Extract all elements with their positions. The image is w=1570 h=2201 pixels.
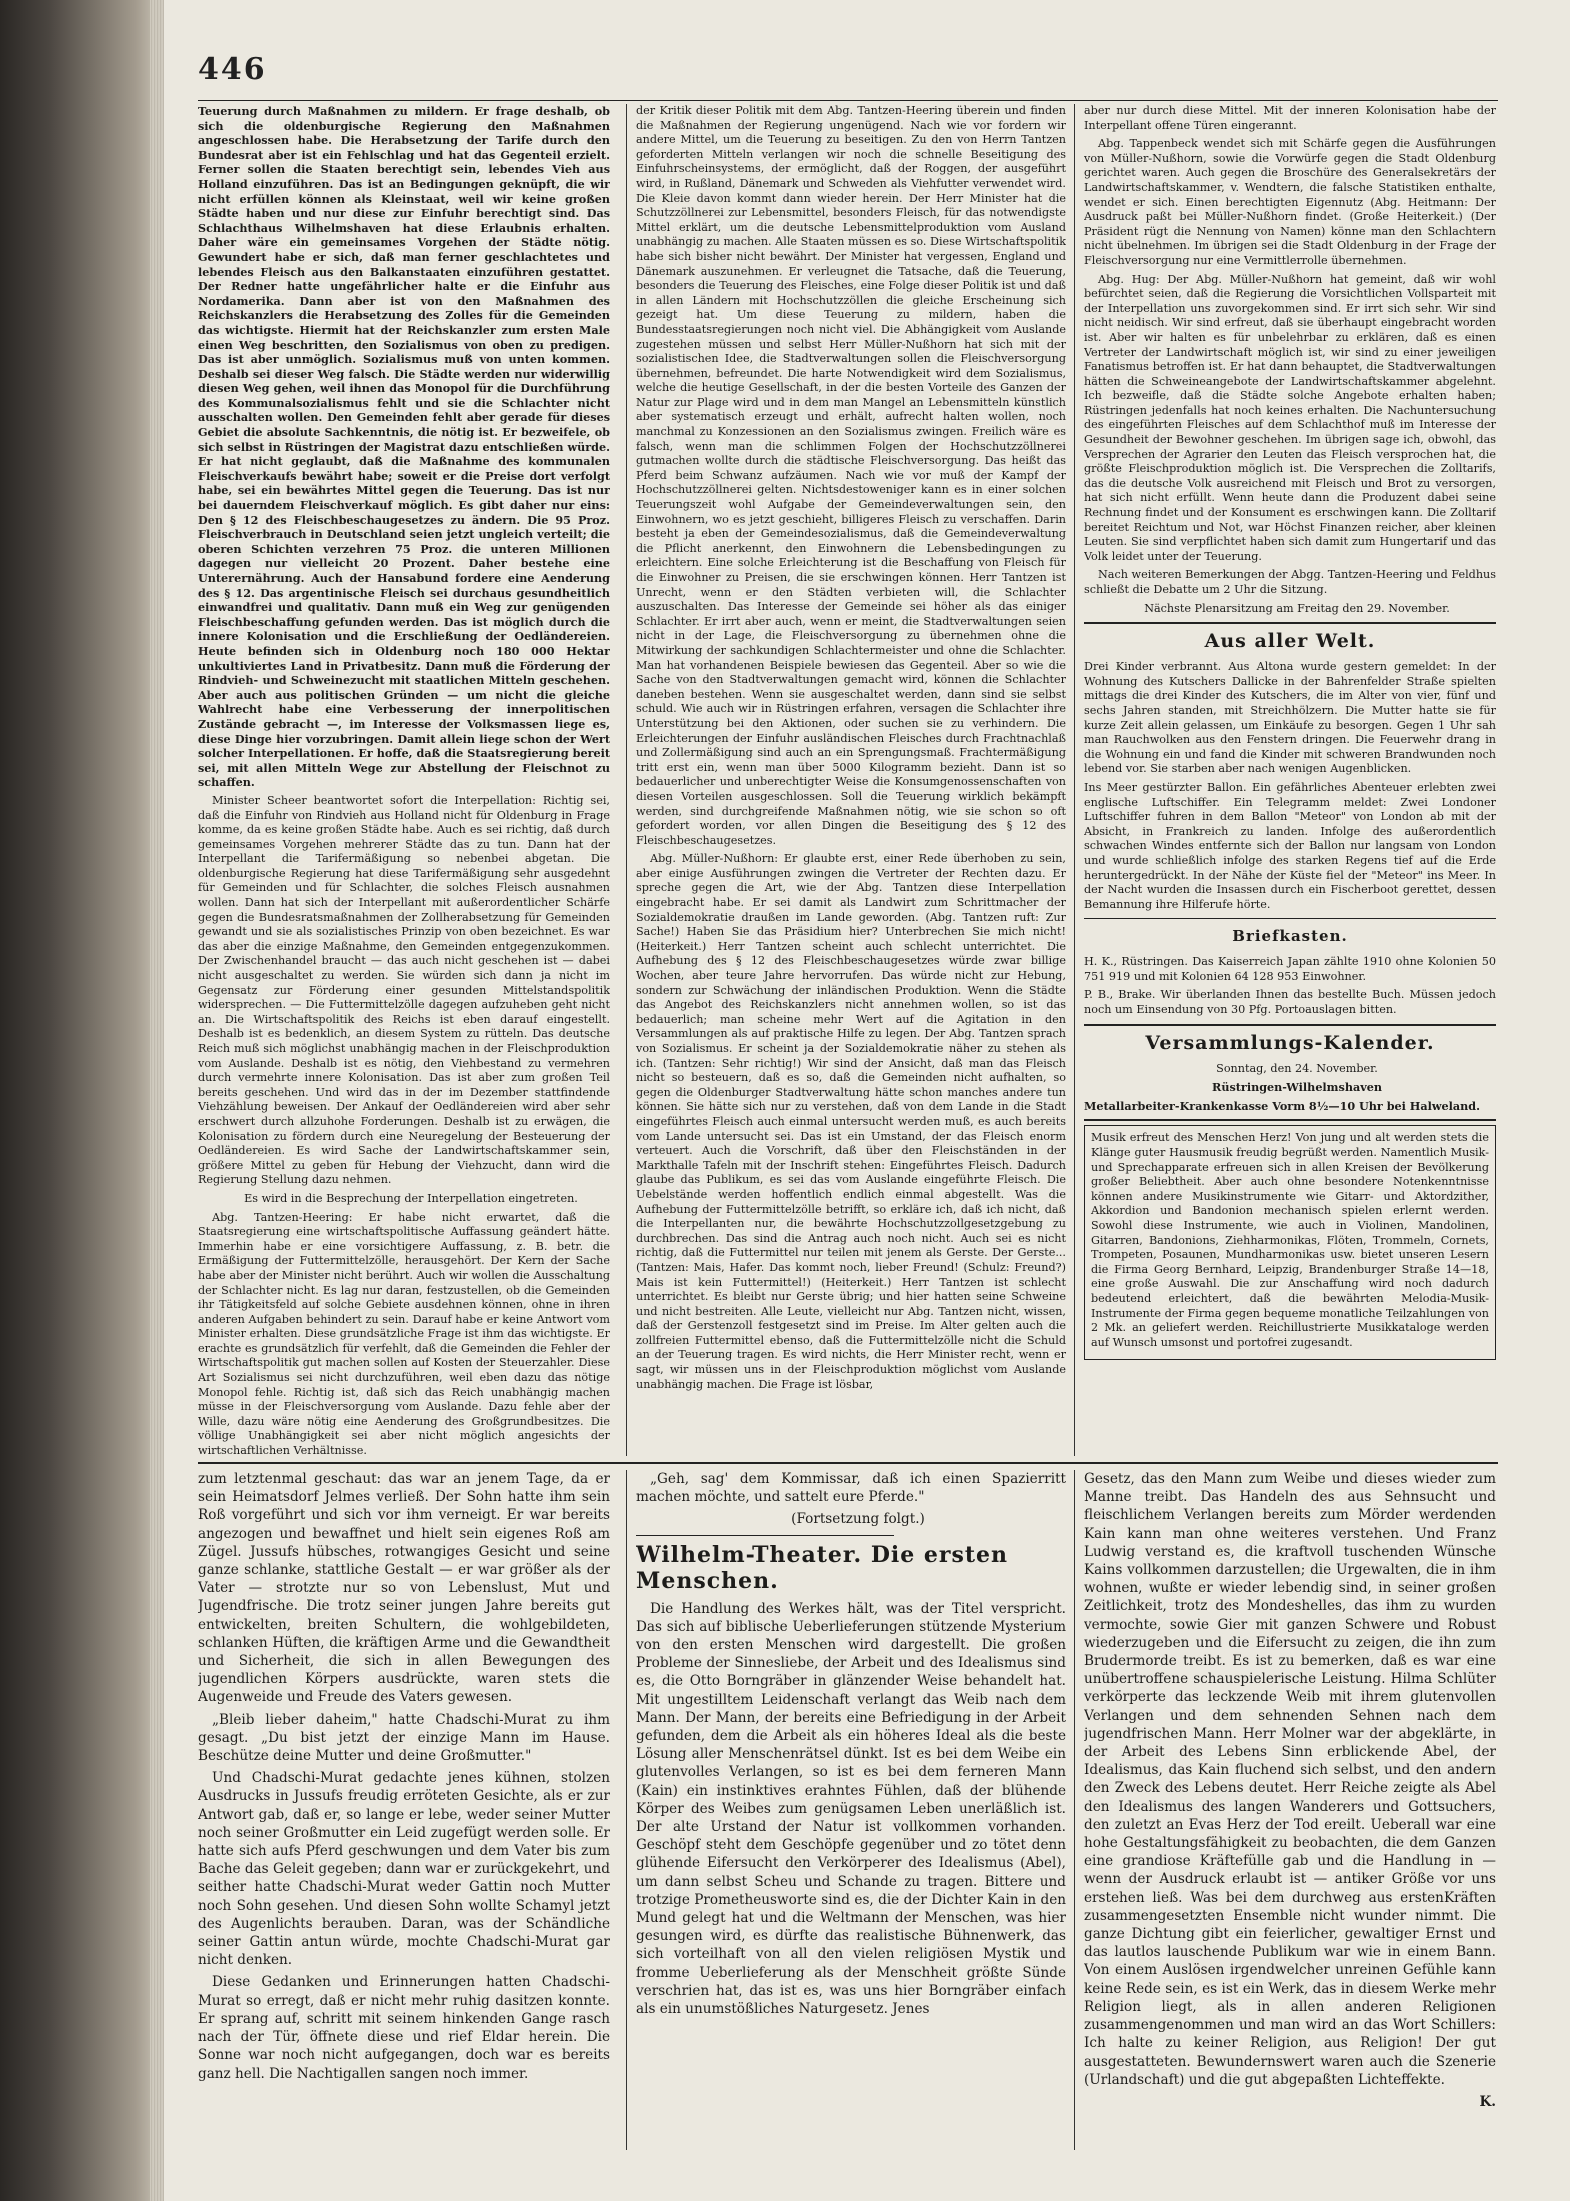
serial-paragraph: zum letztenmal geschaut: das war an jenem Tage, da er sein Heimatsdorf Jelmes verließ. Der Sohn hatte ihm sein Roß vorgeführt und sich vor ihm verneigt. Er war bereits angezogen und bewaffnet und hielt sein eigenes Roß am Zügel. Jussufs hübsches, rotwangiges Gesicht und seine ganze schlanke, stattliche Gestalt — er war größer als der Vater — strotzte nur so von Lebenslust, Mut und Jugendfrische. Die trotz seiner jungen Jahre bereits gut entwickelten, breiten Schultern, die wohlgebildeten, schlanken Hüften, die kräftigen Arme und die Gewandtheit und Sicherheit, die sich in allen Bewegungen des jugendlichen Körpers ausdrückte, waren stets die Augenweide und Freude des Vaters gewesen. xyxy=(198,1471,610,1706)
review-paragraph: Gesetz, das den Mann zum Weibe und dieses wieder zum Manne treibt. Das Handeln des aus Sehnsucht und fleischlichem Verlangen bereits zum Mörder werdenden Kain kann man ohne weiteres verstehen. Und Franz Ludwig verstand es, die kraftvoll tuschenden Wünsche Kains vollkommen darzustellen; die Urgewalten, die in ihm wohnen, wußte er wieder lebendig sind, in seiner großen Zeitlichkeit, trotz des Mondeshelles, das ihm zu wurden vermochte, sowie Gier mit ganzen Schwere und Robust wiederzugeben und die Eifersucht zu zeigen, die ihn zum Brudermorde treibt. Es ist zu bemerken, daß es war eine unübertroffene schauspielerische Leistung. Hilma Schlüter verkörperte das leckzende Weib mit ihrem glutenvollen Verlangen und dem sehnenden Sehnen nach dem jugendfrischen Mann. Herr Molner war der abgeklärte, in der Arbeit des Lebens Sinn erblickende Abel, der Idealismus, das Kain fluchend sich selbst, und den andern den Zweck des Lebens deutet. Herr Reiche zeigte als Abel den Idealismus des langen Wanderers und Gottsuchers, den zuletzt an Evas Herz der Tod ereilt. Ueberall war eine hohe Gestaltungsfähigkeit zu beobachten, die dem Ganzen eine grandiose Kräftefülle gab und die Handlung in — wenn der Ausdruck erlaubt ist — antiker Größe vor uns erstehen ließ. Was bei dem durchweg aus erstenKräften zusammengesetzten Ensemble nicht wunder nimmt. Die ganze Dichtung gibt ein feierlicher, gewaltiger Ernst und das lautlos lauschende Publikum war wie in einem Bann. Von einem Auslösen irgendwelcher unreinen Gefühle kann keine Rede sein, es ist ein Werk, das in diesem Werke mehr Religion liegt, als in allen anderen Religionen zusammengenommen und man wird an das Wort Schillers: Ich halte zu keiner Religion, aus Religion! Der gut ausgestatteten. Bewundernswert waren auch die Szenerie (Urlandschaft) und die gut abgepaßten Lichteffekte. xyxy=(1084,1471,1496,2088)
review-signature: K. xyxy=(1479,2093,1496,2110)
section-rule xyxy=(1084,918,1496,919)
serial-column xyxy=(198,1470,610,2150)
news-item: Ins Meer gestürzter Ballon. Ein gefährliches Abenteuer erlebten zwei englische Luftschiffer. Ein Telegramm meldet: Zwei Londoner Luftschiffer fuhren in dem Ballon "Meteor" von London ab mit der Absicht, in Frankreich zu landen. Infolge des außerordentlich schwachen Windes entfernte sich der Ballon nur langsam von London und wurde schließlich infolge des starken Regens tief auf die Erde heruntergedrückt. In der Nähe der Küste fiel der "Meteor" ins Meer. In der Nacht wurden die Insassen durch ein Fischerboot gerettet, dessen Bemannung ihre Hilferufe hörte. xyxy=(1084,780,1496,911)
kalender-place: Rüstringen-Wilhelmshaven xyxy=(1212,1080,1382,1095)
aus-aller-welt-heading: Aus aller Welt. xyxy=(1204,630,1376,653)
col2-paragraph: der Kritik dieser Politik mit dem Abg. Tantzen-Heering überein und finden die Maßnahmen der Regierung ungenügend. Nach wie vor fordern wir andere Mittel, um die Teuerung zu beseitigen. Zu den von Herrn Tantzen geforderten Mitteln verlangen wir noch die schnelle Beseitigung des Einfuhrscheinsystems, der ermöglicht, daß der Roggen, der ausgeführt wird, in Rußland, Dänemark und Schweden als Viehfutter verwendet wird. Die Kleie davon kommt dann wieder herein. Der Herr Minister hat die Schutzzöllnerei zur Lebensmittel, besonders Fleisch, für das notwendigste Mittel erklärt, um die deutsche Lebensmittelproduktion vom Ausland unabhängig zu machen. Alle Staaten müssen es so. Diese Wirtschaftspolitik habe sich bisher nicht bewährt. Der Minister hat vergessen, England und Dänemark auszunehmen. Er verleugnet die Tatsache, daß die Teuerung, besonders die Teuerung des Fleisches, eine Folge dieser Politik ist und daß in allen Ländern mit Hochschutzzöllen die gleiche Erscheinung sich gezeigt hat. Um diese Teuerung zu mildern, haben die Bundesstaatsregierungen noch nicht viel. Die Abhängigkeit vom Auslande zugestehen müssen und selbst Herr Müller-Nußhorn hat sich mit der sozialistischen Idee, die Stadtverwaltungen sollen die Fleischversorgung übernehmen, befreundet. Die harte Notwendigkeit wird dem Sozialismus, welche die heutige Gesellschaft, in der die besten Vorteile des Ganzen der Natur zur Plage wird und in dem man Mangel an Lebensmitteln künstlich aber systematisch erzeugt und erhält, aufrecht halten wollen, noch manchmal zu Konzessionen an den Sozialismus zwingen. Freilich wäre es falsch, wenn man die schlimmen Folgen der Hochschutzzöllnerei gutmachen wollte durch die städtische Fleischversorgung. Das heißt das Pferd beim Schwanz aufzäumen. Nach wie vor muß der Kampf der Hochschutzzöllnerei gelten. Nichtsdestoweniger kann es in einer solchen Teuerungszeit wohl Aufgabe der Gemeindeverwaltungen sein, den Einwohnern, wo es jetzt geschieht, billigeres Fleisch zu verschaffen. Darin besteht ja eben der Gemeindesozialismus, daß die Gemeindeverwaltung die Pflicht anerkennt, den Einwohnern die Lebensbedingungen zu erleichtern. Eine solche Erleichterung ist die Beschaffung von Fleisch für die Einwohner zu Preisen, die sie erschwingen können. Herr Tantzen ist Unrecht, wenn er den Städten verbieten will, die Schlachter auszuschalten. Das Interesse der Gemeinde sei höher als das einiger Schlachter. Er irrt aber auch, wenn er meint, die Stadtverwaltungen seien nicht in der Lage, die Fleischversorgung zu übernehmen ohne die Mitwirkung der sachkundigen Schlachtermeister und ohne die Schlachter. Man hat vorhandenen Beispiele bewiesen das Gegenteil. Aber so wie die Sache von den Stadtverwaltungen gemacht wird, können die Schlachter daneben bestehen. Wenn sie ausgeschaltet werden, dann sind sie selbst schuld. Wie auch wir in Rüstringen erfahren, versagen die Schlachter ihre Unterstützung bei den Aktionen, oder suchen sie zu verhindern. Die Erleichterungen der Einfuhr ausländischen Fleisches durch Frachtnachlaß und Zollermäßigung sind auch an ein Sprengungsmaß. Frachtermäßigung tritt erst ein, wenn man über 5000 Kilogramm bezieht. Dann ist so bedauerlicher und unberechtigter Weise die Konsumgenossenschaften von diesen Vorteilen ausgeschlossen. Soll die Teuerung wirklich bekämpft werden, sind durchgreifende Maßnahmen nötig, wie sie schon so oft gefordert worden, vor allen Dingen die Beseitigung des § 12 des Fleischbeschaugesetzes. xyxy=(636,104,1066,847)
column-divider xyxy=(626,1470,627,2150)
musik-ad-text: Musik erfreut des Menschen Herz! Von jung und alt werden stets die Klänge guter Hausmusik freudig begrüßt werden. Namentlich Musik- und Sprechapparate erfreuen sich in allen Kreisen der Bevölkerung großer Beliebtheit. Aber auch ohne besondere Notenkenntnisse können andere Musikinstrumente wie Gitarr- und Aktordzither, Akkordion und Bandonion mechanisch spielen erlernt werden. Sowohl diese Instrumente, wie auch in Violinen, Mandolinen, Gitarren, Bandonions, Ziehharmonikas, Flöten, Trommeln, Cornets, Trompeten, Posaunen, Mundharmonikas usw. bietet unseren Lesern die Firma Georg Bernhard, Leipzig, Brandenburger Straße 14—18, eine große Auswahl. Die zur Anschaffung wird noch dadurch bedeutend erleichtert, daß die bewährten Melodia-Musik-Instrumente der Firma gegen bequeme monatliche Teilzahlungen von 2 Mk. an geliefert werden. Reichillustrierte Musikkataloge werden auf Wunsch umsonst und portofrei zugesandt. xyxy=(1091,1131,1489,1349)
briefkasten-item: H. K., Rüstringen. Das Kaiserreich Japan zählte 1910 ohne Kolonien 50 751 919 und mit Kolonien 64 128 953 Einwohner. xyxy=(1084,955,1496,983)
theater-column xyxy=(636,1470,1066,2150)
continued-note: (Fortsetzung folgt.) xyxy=(791,1511,925,1528)
briefkasten-item: P. B., Brake. Wir überlanden Ihnen das bestellte Buch. Müssen jedoch noch um Einsendung von 30 Pfg. Portoauslagen bitten. xyxy=(1084,988,1496,1017)
section-rule xyxy=(636,1535,894,1536)
col3-paragraph: Nach weiteren Bemerkungen der Abgg. Tantzen-Heering und Feldhus schließt die Debatte um 2 Uhr die Sitzung. xyxy=(1084,568,1496,596)
column-divider xyxy=(626,104,627,1456)
serial-paragraph: Diese Gedanken und Erinnerungen hatten Chadschi-Murat so erregt, daß er nicht mehr ruhig dasitzen konnte. Er sprang auf, schritt mit seinem hinkenden Gange rasch nach der Tür, öffnete diese und rief Eldar herein. Die Sonne war noch nicht aufgegangen, doch war es bereits ganz hell. Die Nachtigallen sangen noch immer. xyxy=(198,1974,610,2082)
col3-paragraph: Abg. Hug: Der Abg. Müller-Nußhorn hat gemeint, daß wir wohl befürchtet seien, daß die Regierung die Vorsichtlichen Vollsparteit mit der Interpellation uns zuvorgekommen sind. Er irrt sich sehr. Wir sind nicht neidisch. Wir sind erfreut, daß sie überhaupt eingebracht worden ist. Aber wir halten es für unbelehrbar zu erklären, daß es einen Vertreter der Landwirtschaft möglich ist, wir sind zu einer jeweiligen Fanatismus betroffen ist. Er hat dann behauptet, die Stadtverwaltungen hätten die Schweineangebote der Landwirtschaftskammer abgelehnt. Ich bezweifle, daß die Städte solche Angebote erhalten haben; Rüstringen jedenfalls hat noch keines erhalten. Die Nachuntersuchung des eingeführten Fleisches auf dem Schlachthof muß im Interesse der Gesundheit der Bewohner geschehen. Im übrigen sage ich, obwohl, das Versprechen der Agrarier den Leuten das Fleisch versprochen hat, die größte Fleischproduktion möglich ist. Die Versprechen die Zolltarifs, das die deutsche Volk ausreichend mit Fleisch und Brot zu versorgen, hat sich nicht erfüllt. Wenn heute dann die Produzent dabei seine Rechnung findet und der Konsument es erschwingen kann. Die Zolltarif bereitet Reichtum und Not, war Höchst Finanzen reicher, aber kleinen Leuten. Sie sind verpflichtet haben sich damit zum Hungertarif und das Volk leidet unter der Teuerung. xyxy=(1084,272,1496,563)
page-number: 446 xyxy=(198,52,267,87)
col2-paragraph: Abg. Müller-Nußhorn: Er glaubte erst, einer Rede überhoben zu sein, aber einige Ausführungen zwingen die Vertreter der Rechten dazu. Er spreche gegen die Art, wie der Abg. Tantzen diese Interpellation eingebracht habe. Er sei damit als Landwirt zum Schrittmacher der Sozialdemokratie draußen im Lande geworden. (Abg. Tantzen ruft: Zur Sache!) Haben Sie das Präsidium hier? Unterbrechen Sie mich nicht! (Heiterkeit.) Herr Tantzen scheint auch schlecht unterrichtet. Die Aufhebung des § 12 des Fleischbeschaugesetzes würde zwar billige Wochen, aber teure Jahre hervorrufen. Das würde nicht zur Hebung, sondern zur Schwächung der inländischen Produktion. Wenn die Städte das Angebot des Reichskanzlers nicht annehmen wollen, so ist das bedauerlich; man scheine mehr Wert auf die Agitation in den Versammlungen als auf praktische Hilfe zu legen. Der Abg. Tantzen sprach von Sozialismus. Er scheint ja der Sozialdemokratie näher zu stehen als ich. (Tantzen: Sehr richtig!) Wir sind der Ansicht, daß man das Fleisch nicht so besteuern, daß es so, daß die Gemeinden nicht aufhalten, so gegen die Oldenburger Stadtverwaltung hätte schon manches andere tun können. Sie hätte sich nur zu verstehen, daß von dem Lande in die Stadt eingeführtes Fleisch auch einmal untersucht werden muß, es auch bereits vom Lande untersucht sei. Das ist ein Umstand, der das Fleisch enorm verteuert. Auch die Vorschrift, daß über den Fleischständen in der Markthalle Tafeln mit der Inschrift stehen: Eingeführtes Fleisch. Dadurch glaube das Publikum, es sei das vom Auslande eingeführte Fleisch. Die Uebelstände werden hoffentlich endlich einmal abgestellt. Was die Aufhebung der Futtermittelzölle betrifft, so erkläre ich, daß ich nicht, daß die Interpellanten nur, die bewährte Hochschutzzollgesetzgebung zu durchbrechen. Das sind die Antrag auch noch nicht. Auch sei es nicht richtig, daß die Futtermittel nur teilen mit jenem als Gerste. Der Gerste... (Tantzen: Mais, Hafer. Das kommt noch, lieber Freund! (Schulz: Freund?) Mais ist kein Futtermittel!) (Heiterkeit.) Herr Tantzen ist schlecht unterrichtet. Es bleibt nur Gerste übrig; und hier hatten seine Schweine und nicht bestreiten. Alle Leute, vielleicht nur Abg. Tantzen nicht, wissen, daß der Gerstenzoll festgesetzt sind im Preise. Im Alter gelten auch die zollfreien Futtermittel ebenso, daß die Futtermittelzölle nicht die Schuld an der Teuerung tragen. Es wird nichts, die Herr Minister recht, wenn er sagt, wir müssen uns in der Fleischproduktion möglichst vom Auslande unabhängig machen. Die Frage ist lösbar, xyxy=(636,852,1066,1391)
column-divider xyxy=(1074,1470,1075,2150)
page-edges xyxy=(150,0,164,2201)
col3-paragraph: Abg. Tappenbeck wendet sich mit Schärfe gegen die Ausführungen von Müller-Nußhorn, sowie die Vorwürfe gegen die Stadt Oldenburg gerichtet waren. Auch gegen die Broschüre des Generalsekretärs der Landwirtschaftskammer, v. Wendtern, die falsche Statistiken enthalte, wendet er sich. Einen berechtigten Eigennutz (Abg. Heitmann: Der Ausdruck paßt bei Müller-Nußhorn findet. (Große Heiterkeit.) (Der Präsident rügt die Nennung von Namen) könne man den Schlachtern nicht übelnehmen. Im übrigen sei die Stadt Oldenburg in der Frage der Fleischversorgung nur eine Vermittlerrolle übernehmen. xyxy=(1084,137,1496,267)
feuilleton-rule xyxy=(198,1462,1498,1464)
top-rule xyxy=(198,100,1498,101)
column-divider xyxy=(1074,104,1075,1456)
col3-paragraph: aber nur durch diese Mittel. Mit der inneren Kolonisation habe der Interpellant offene Türen eingerannt. xyxy=(1084,104,1496,132)
theater-paragraph: Die Handlung des Werkes hält, was der Titel verspricht. Das sich auf biblische Ueberlieferungen stützende Mysterium von den ersten Menschen wird dargestellt. Die großen Probleme der Sinnesliebe, der Arbeit und des Idealismus sind es, die Otto Borngräber in glänzender Weise behandelt hat. Mit ungestilltem Leidenschaft verlangt das Weib nach dem Mann. Der Mann, der bereits eine Befriedigung in der Arbeit gefunden, dem die Arbeit als ein höheres Ideal als die beste Lösung aller Menschenrätsel dünkt. Ist es bei dem Weibe ein glutenvolles Verlangen, so ist es bei dem ferneren Mann (Kain) ein instinktives erahntes Fühlen, daß der blühende Körper des Weibes zum genügsamen Leben unerläßlich ist. Der alte Urstand der Natur ist vollkommen vorhanden. Geschöpf steht dem Geschöpfe gegenüber und zo tötet denn glühende Eifersucht den Verkörperer des Idealismus (Abel), um dann selbst Scheu und Schande zu tragen. Bittere und trotzige Prometheusworte sind es, die der Dichter Kain in den Mund gelegt hat und die Weltmann der Menschen, was hier gesungen wird, es dürfte das realistische Bühnenwerk, das sich vorteilhaft von all den vielen religiösen Mystik und fromme Ueberlieferung als der Menschheit größte Sünde verschrien hat, das ist es, was uns hier Borngräber einfach als ein unumstößliches Naturgesetz. Jenes xyxy=(636,1600,1066,2018)
section-rule xyxy=(1084,1024,1496,1026)
section-rule xyxy=(1084,1119,1496,1121)
col1-paragraph: Minister Scheer beantwortet sofort die Interpellation: Richtig sei, daß die Einfuhr von Rindvieh aus Holland nicht für Oldenburg in Frage komme, da es keine großen Städte habe. Auch es sei richtig, daß durch gemeinsames Vorgehen mehrerer Städte das zu tun. Dann hat der Interpellant die Tarifermäßigung so nebenbei abgetan. Die oldenburgische Regierung hat diese Tarifermäßigung sehr ausgedehnt für Gemeinden und für Schlachter, die solches Fleisch ausnahmen wollen. Dann hat sich der Interpellant mit außerordentlicher Schärfe gegen die Bundesratsmaßnahmen der Zollherabsetzung für Gemeinden gewandt und sie als sozialistisches Prinzip von oben bezeichnet. Es war das aber die einzige Maßnahme, den Gemeinden entgegenzukommen. Der Zwischenhandel braucht — das auch nicht geschehen ist — dabei nicht ausgeschaltet zu werden. Sie würden sich dann ja nicht im Gegensatz zur Förderung einer gesunden Mittelstandspolitik widersprechen. — Die Futtermittelzölle dagegen aufzuheben geht nicht an. Die Wirtschaftspolitik des Reichs ist eben darauf eingestellt. Deshalb ist es bedenklich, an diesem System zu rütteln. Das deutsche Reich muß sich möglichst unabhängig machen in der Fleischproduktion vom Auslande. Deshalb ist es nötig, den Viehbestand zu vermehren durch vermehrte innere Kolonisation. Das ist aber zum großen Teil bereits geschehen. Und wird das in der im Dezember stattfindende Viehzählung beweisen. Der Ankauf der Oedländereien wird aber sehr erschwert durch allzuhohe Forderungen. Deshalb ist zu erwägen, die Kolonisation zu fördern durch eine Neuregelung der Besteuerung der Oedländereien. Es wird Sache der Landwirtschaftskammer sein, größere Mittel zu geben für Hebung der Viehzucht, dann wird die Regierung Stellung dazu nehmen. xyxy=(198,793,610,1187)
kalender-entry: Metallarbeiter-Krankenkasse Vorm 8½—10 Uhr bei Halweland. xyxy=(1084,1098,1480,1113)
serial-paragraph: „Bleib lieber daheim," hatte Chadschi-Murat zu ihm gesagt. „Du bist jetzt der einzige Mann im Hause. Beschütze deine Mutter und deine Großmutter." xyxy=(198,1711,610,1765)
col1-paragraph: Es wird in die Besprechung der Interpellation eingetreten. xyxy=(244,1191,578,1205)
col3-paragraph: Nächste Plenarsitzung am Freitag den 29. November. xyxy=(1144,601,1450,615)
news-item: Drei Kinder verbrannt. Aus Altona wurde gestern gemeldet: In der Wohnung des Kutschers Dallicke in der Bahrenfelder Straße spielten mittags die drei Kinder des Kutschers, die im Alter von vier, fünf und sechs Jahren standen, mit Streichhölzern. Die Mutter hatte sie für kurze Zeit allein gelassen, um Einkäufe zu besorgen. Gegen 1 Uhr sah man Rauchwolken aus den Fenstern dringen. Die Feuerwehr drang in die Wohnung ein und fand die Kinder mit schweren Brandwunden noch lebend vor. Sie starben aber nach wenigen Augenblicken. xyxy=(1084,660,1496,776)
book-spine xyxy=(0,0,160,2201)
briefkasten-heading: Briefkasten. xyxy=(1232,927,1348,946)
serial-closing: „Geh, sag' dem Kommissar, daß ich einen Spazierritt machen möchte, und sattelt eure Pferde." xyxy=(636,1471,1066,1506)
serial-paragraph: Und Chadschi-Murat gedachte jenes kühnen, stolzen Ausdrucks in Jussufs freudig erröteten Gesichte, als er zur Antwort gab, daß er, so lange er lebe, weder seiner Mutter noch seiner Großmutter ein Leid zugefügt werden solle. Er hatte sich aufs Pferd geschwungen und dem Vater bis zum Bache das Geleit gegeben; dann war er zurückgekehrt, und seither hatte Chadschi-Murat weder Gattin noch Mutter noch Sohn gesehen. Und diesen Sohn wollte Schamyl jetzt des Augenlichts berauben. Daran, was der Schändliche seiner Gattin antun würde, mochte Chadschi-Murat gar nicht denken. xyxy=(198,1770,610,1969)
kalender-heading: Versammlungs-Kalender. xyxy=(1145,1031,1435,1054)
column-1 xyxy=(198,104,610,1456)
theater-heading: Wilhelm-Theater. Die ersten Menschen. xyxy=(636,1541,1009,1594)
kalender-date: Sonntag, den 24. November. xyxy=(1216,1061,1378,1075)
col1-paragraph: Abg. Tantzen-Heering: Er habe nicht erwartet, daß die Staatsregierung eine wirtschaftspolitische Auffassung geändert hätte. Immerhin habe er eine vorsichtigere Auffassung, z. B. betr. die Ermäßigung der Futtermittelzölle, herausgehört. Der Kern der Sache habe aber der Minister nicht berührt. Auch wir wollen die Ausschaltung der Schlachter nicht. Es lag nur daran, festzustellen, ob die Gemeinden ihr Tätigkeitsfeld auf solche Gebiete ausdehnen können, ohne in ihren anderen Aufgaben behindert zu sein. Darauf habe er keine Antwort vom Minister erhalten. Diese grundsätzliche Frage ist ihm das wichtigste. Er erachte es grundsätzlich für verfehlt, daß die Gemeinden die Fehler der Wirtschaftspolitik gut machen sollen auf Kosten der Steuerzahler. Diese Art Sozialismus sei nicht durchzuführen, weil eben dazu das nötige Monopol fehle. Richtig ist, daß sich das Reich unabhängig machen müsse in der Fleischversorgung vom Auslande. Dazu fehle aber der Wille, dazu wäre nötig eine Aenderung des Großgrundbesitzes. Die völlige Unabhängigkeit sei aber nicht möglich angesichts der wirtschaftlichen Verhältnisse. xyxy=(198,1210,610,1456)
column-3 xyxy=(1084,104,1496,1456)
theater-review-column xyxy=(1084,1470,1496,2150)
col1-paragraph: Teuerung durch Maßnahmen zu mildern. Er frage deshalb, ob sich die oldenburgische Regierung den Maßnahmen angeschlossen habe. Die Herabsetzung der Tarife durch den Bundesrat aber ist ein Fehlschlag und hat das Gegenteil erzielt. Ferner sollen die Staaten berechtigt sein, lebendes Vieh aus Holland einzuführen. Das ist an Bedingungen geknüpft, die wir nicht erfüllen können als Kleinstaat, weil wir keine großen Städte haben und nur diese zur Einfuhr berechtigt sind. Das Schlachthaus Wilhelmshaven hat diese Erlaubnis erhalten. Daher wäre ein gemeinsames Vorgehen der Städte nötig. Gewundert habe er sich, daß man ferner geschlachtetes und lebendes Fleisch aus den Balkanstaaten einzuführen gestattet. Der Redner hatte ungefährlicher halte er die Einfuhr aus Nordamerika. Dann aber ist von den Maßnahmen des Reichskanzlers die Herabsetzung des Zolles für die Gemeinden das wichtigste. Hiermit hat der Reichskanzler zum ersten Male einen Weg beschritten, den Sozialismus von oben zu predigen. Das ist aber unmöglich. Sozialismus muß von unten kommen. Deshalb sei dieser Weg falsch. Die Städte werden nur widerwillig diesen Weg gehen, weil ihnen das Monopol für die Durchführung des Kommunalsozialismus fehlt und sie die Schlachter nicht ausschalten wollen. Den Gemeinden fehlt aber gerade für dieses Gebiet die absolute Sachkenntnis, die nötig ist. Er bezweifele, ob sich selbst in Rüstringen der Magistrat dazu entschließen würde. Er hat nicht geglaubt, daß die Maßnahme des kommunalen Fleischverkaufs bewährt habe; soweit er die Preise dort verfolgt habe, sei ein bewährtes Mittel gegen die Teuerung. Das ist nur bei dauerndem Fleischverkauf möglich. Es gibt daher nur eins: Den § 12 des Fleischbeschaugesetzes zu ändern. Die 95 Proz. Fleischverbrauch in Deutschland seien jetzt ungleich verteilt; die oberen Schichten verzehren 75 Proz. die unteren Millionen dagegen nur vielleicht 20 Prozent. Daher bestehe eine Unterernährung. Auch der Hansabund fordere eine Aenderung des § 12. Das argentinische Fleisch sei durchaus gesundheitlich einwandfrei und qualitativ. Dann muß ein Weg zur genügenden Fleischbeschaffung gefunden werden. Das ist möglich durch die innere Kolonisation und die Erschließung der Oedländereien. Heute befinden sich in Oldenburg noch 180 000 Hektar unkultiviertes Land in Privatbesitz. Dann muß die Förderung der Rindvieh- und Schweinezucht mit staatlichen Mitteln geschehen. Aber auch aus politischen Gründen — um nicht die gleiche Wahlrecht habe eine Verbesserung der innerpolitischen Zustände gebracht —, im Interesse der Volksmassen liege es, diese Dinge hier vorzubringen. Damit allein liege schon der Wert solcher Interpellationen. Er hoffe, daß die Staatsregierung bereit sei, mit allen Mitteln Wege zur Abstellung der Fleischnot zu schaffen. xyxy=(198,104,610,790)
section-rule xyxy=(1084,622,1496,624)
musik-advertisement xyxy=(1084,1125,1496,1360)
column-2 xyxy=(636,104,1066,1456)
